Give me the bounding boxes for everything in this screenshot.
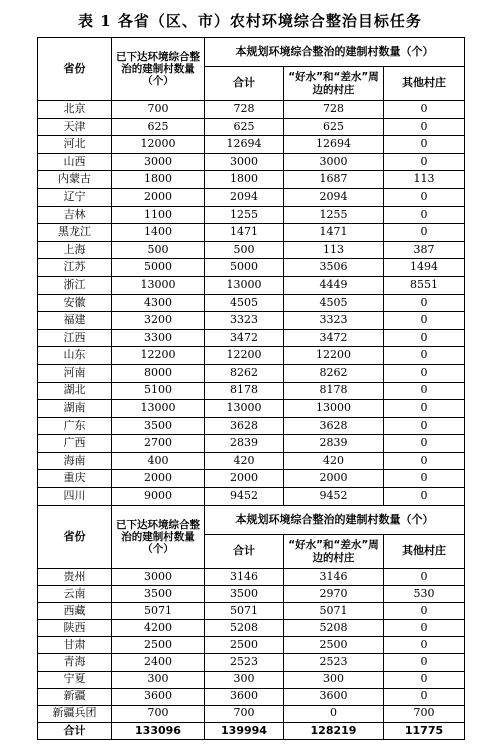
table-cell: 四川 (38, 488, 112, 506)
table-cell: 1100 (112, 206, 205, 224)
table-cell: 0 (384, 452, 465, 470)
table-cell: 113 (384, 171, 465, 189)
table-cell: 2094 (205, 188, 284, 206)
table-cell: 700 (112, 101, 205, 119)
table-cell: 8178 (205, 382, 284, 400)
table-cell: 2500 (284, 637, 384, 654)
table-row (38, 452, 465, 470)
table-row (38, 400, 465, 418)
table-cell: 12694 (205, 136, 284, 154)
table-row (38, 382, 465, 400)
table-cell: 8551 (384, 276, 465, 294)
table-cell: 甘肃 (38, 637, 112, 654)
table1-body (38, 101, 465, 506)
table-cell: 12200 (284, 347, 384, 365)
table-cell: 0 (384, 347, 465, 365)
table-cell: 625 (284, 118, 384, 136)
table-cell: 5071 (284, 603, 384, 620)
table-cell: 北京 (38, 101, 112, 119)
table-row (38, 347, 465, 365)
table-cell: 12694 (284, 136, 384, 154)
header-completed: 已下达环境综合整治的建制村数量（个） (112, 506, 205, 569)
table2-body (38, 569, 465, 740)
table-cell: 0 (384, 470, 465, 488)
table-cell: 2839 (205, 435, 284, 453)
table-cell: 13000 (112, 276, 205, 294)
header-others: 其他村庄 (384, 535, 465, 569)
table-cell: 530 (384, 586, 465, 603)
table-cell: 黑龙江 (38, 224, 112, 242)
table-cell: 0 (384, 603, 465, 620)
table-cell: 1255 (205, 206, 284, 224)
table-cell: 700 (384, 705, 465, 722)
table-cell: 0 (384, 569, 465, 586)
table-row (38, 654, 465, 671)
table-cell: 西藏 (38, 603, 112, 620)
table-cell: 云南 (38, 586, 112, 603)
table-row (38, 241, 465, 259)
table-cell: 4505 (284, 294, 384, 312)
table-cell: 0 (384, 136, 465, 154)
table-cell: 0 (384, 312, 465, 330)
table-cell: 山西 (38, 153, 112, 171)
table-cell: 387 (384, 241, 465, 259)
table-cell: 0 (384, 637, 465, 654)
table-cell: 5071 (205, 603, 284, 620)
table-cell: 625 (205, 118, 284, 136)
table-cell: 420 (205, 452, 284, 470)
table-row (38, 259, 465, 277)
table-cell: 3600 (112, 688, 205, 705)
table-cell: 8178 (284, 382, 384, 400)
table-cell: 4505 (205, 294, 284, 312)
table-cell: 728 (284, 101, 384, 119)
table-cell: 2523 (205, 654, 284, 671)
table-cell: 5071 (112, 603, 205, 620)
table-row (38, 188, 465, 206)
table-cell: 宁夏 (38, 671, 112, 688)
table-cell: 113 (284, 241, 384, 259)
table-cell: 700 (205, 705, 284, 722)
header-province: 省份 (38, 506, 112, 569)
table-row (38, 417, 465, 435)
table-cell: 0 (384, 224, 465, 242)
table-cell: 3146 (205, 569, 284, 586)
table-cell: 8262 (205, 364, 284, 382)
table-cell: 3000 (112, 569, 205, 586)
table-cell: 2500 (112, 637, 205, 654)
table-cell: 4200 (112, 620, 205, 637)
total-cell: 11775 (384, 722, 465, 739)
table-cell: 2000 (112, 470, 205, 488)
table-cell: 5208 (205, 620, 284, 637)
table-cell: 9452 (284, 488, 384, 506)
table-cell: 0 (384, 688, 465, 705)
header-completed: 已下达环境综合整治的建制村数量（个） (112, 38, 205, 101)
table-cell: 新疆 (38, 688, 112, 705)
table-cell: 3000 (284, 153, 384, 171)
table-cell: 5208 (284, 620, 384, 637)
table-cell: 12200 (112, 347, 205, 365)
table-cell: 400 (112, 452, 205, 470)
table-row (38, 470, 465, 488)
table-cell: 2500 (205, 637, 284, 654)
table-cell: 3600 (205, 688, 284, 705)
table-cell: 0 (384, 329, 465, 347)
table-cell: 江西 (38, 329, 112, 347)
table-cell: 吉林 (38, 206, 112, 224)
table-cell: 福建 (38, 312, 112, 330)
table-cell: 700 (112, 705, 205, 722)
table-cell: 1471 (284, 224, 384, 242)
header-province: 省份 (38, 38, 112, 101)
table-cell: 0 (384, 654, 465, 671)
table-cell: 安徽 (38, 294, 112, 312)
table-cell: 1800 (205, 171, 284, 189)
table-row (38, 224, 465, 242)
total-row (38, 722, 465, 739)
table-cell: 12000 (112, 136, 205, 154)
table-row (38, 435, 465, 453)
table-row (38, 329, 465, 347)
table-cell: 天津 (38, 118, 112, 136)
table-row (38, 118, 465, 136)
table-cell: 1255 (284, 206, 384, 224)
table-cell: 13000 (284, 400, 384, 418)
total-cell: 128219 (284, 722, 384, 739)
table-cell: 300 (205, 671, 284, 688)
table-cell: 0 (384, 118, 465, 136)
table-cell: 1800 (112, 171, 205, 189)
table-cell: 2700 (112, 435, 205, 453)
table-cell: 浙江 (38, 276, 112, 294)
table-cell: 13000 (205, 400, 284, 418)
table-cell: 2400 (112, 654, 205, 671)
table-cell: 3000 (112, 153, 205, 171)
table-cell: 广东 (38, 417, 112, 435)
table-cell: 13000 (112, 400, 205, 418)
table-cell: 3472 (205, 329, 284, 347)
table-cell: 0 (384, 488, 465, 506)
table-cell: 2523 (284, 654, 384, 671)
table-row (38, 171, 465, 189)
table-cell: 5000 (112, 259, 205, 277)
table-cell: 2970 (284, 586, 384, 603)
table-cell: 青海 (38, 654, 112, 671)
table-cell: 3200 (112, 312, 205, 330)
table-cell: 3628 (205, 417, 284, 435)
table-cell: 3300 (112, 329, 205, 347)
table-cell: 0 (384, 188, 465, 206)
table-cell: 420 (284, 452, 384, 470)
table-cell: 1471 (205, 224, 284, 242)
table-cell: 2000 (112, 188, 205, 206)
table-cell: 625 (112, 118, 205, 136)
table-cell: 山东 (38, 347, 112, 365)
total-cell: 133096 (112, 722, 205, 739)
table-row (38, 153, 465, 171)
table-cell: 0 (384, 101, 465, 119)
total-cell: 合计 (38, 722, 112, 739)
table-cell: 4449 (284, 276, 384, 294)
table-cell: 9452 (205, 488, 284, 506)
table-cell: 湖南 (38, 400, 112, 418)
table-row (38, 364, 465, 382)
table-cell: 500 (205, 241, 284, 259)
table-row (38, 276, 465, 294)
table-cell: 上海 (38, 241, 112, 259)
table-cell: 0 (384, 382, 465, 400)
table-cell: 728 (205, 101, 284, 119)
header-total: 合计 (205, 67, 284, 101)
table-cell: 海南 (38, 452, 112, 470)
table-cell: 3628 (284, 417, 384, 435)
table-cell: 500 (112, 241, 205, 259)
table-cell: 2000 (205, 470, 284, 488)
table-row (38, 671, 465, 688)
table-cell: 新疆兵团 (38, 705, 112, 722)
table-cell: 3323 (205, 312, 284, 330)
table-cell: 3500 (112, 586, 205, 603)
table-cell: 9000 (112, 488, 205, 506)
table-cell: 2000 (284, 470, 384, 488)
table-cell: 0 (384, 400, 465, 418)
table-cell: 8000 (112, 364, 205, 382)
header-plan-group: 本规划环境综合整治的建制村数量（个） (205, 506, 465, 535)
table-cell: 3323 (284, 312, 384, 330)
table-cell: 0 (384, 206, 465, 224)
table-cell: 1494 (384, 259, 465, 277)
table-cell: 3506 (284, 259, 384, 277)
header-plan-group: 本规划环境综合整治的建制村数量（个） (205, 38, 465, 67)
table-cell: 300 (112, 671, 205, 688)
table-cell: 13000 (205, 276, 284, 294)
table-cell: 2094 (284, 188, 384, 206)
table-cell: 3600 (284, 688, 384, 705)
table-cell: 3146 (284, 569, 384, 586)
table-cell: 湖北 (38, 382, 112, 400)
table-cell: 2839 (284, 435, 384, 453)
table-row (38, 136, 465, 154)
table-cell: 12200 (205, 347, 284, 365)
table-cell: 5100 (112, 382, 205, 400)
target-tasks-table-part2 (37, 505, 465, 740)
table-cell: 0 (384, 417, 465, 435)
table-cell: 辽宁 (38, 188, 112, 206)
table-cell: 内蒙古 (38, 171, 112, 189)
table-cell: 江苏 (38, 259, 112, 277)
table-row (38, 101, 465, 119)
table-cell: 1687 (284, 171, 384, 189)
table-row (38, 603, 465, 620)
total-cell: 139994 (205, 722, 284, 739)
table-cell: 0 (284, 705, 384, 722)
table-cell: 0 (384, 435, 465, 453)
table-cell: 1400 (112, 224, 205, 242)
header-total: 合计 (205, 535, 284, 569)
table-cell: 0 (384, 671, 465, 688)
table-row (38, 206, 465, 224)
target-tasks-table-part1 (37, 37, 465, 506)
table-cell: 陕西 (38, 620, 112, 637)
table-cell: 3500 (112, 417, 205, 435)
table-cell: 3000 (205, 153, 284, 171)
table-row (38, 637, 465, 654)
table-cell: 贵州 (38, 569, 112, 586)
table-cell: 3472 (284, 329, 384, 347)
header-good-bad-water: “好水”和“差水”周边的村庄 (284, 535, 384, 569)
table-cell: 300 (284, 671, 384, 688)
table-row (38, 620, 465, 637)
table-cell: 0 (384, 364, 465, 382)
table-cell: 河北 (38, 136, 112, 154)
table-title: 表 1 各省（区、市）农村环境综合整治目标任务 (78, 12, 422, 30)
table-cell: 广西 (38, 435, 112, 453)
header-others: 其他村庄 (384, 67, 465, 101)
table-cell: 3500 (205, 586, 284, 603)
table-row (38, 294, 465, 312)
table-cell: 8262 (284, 364, 384, 382)
table-row (38, 312, 465, 330)
table-cell: 河南 (38, 364, 112, 382)
header-good-bad-water: “好水”和“差水”周边的村庄 (284, 67, 384, 101)
table-cell: 重庆 (38, 470, 112, 488)
table-row (38, 705, 465, 722)
table-row (38, 688, 465, 705)
table-cell: 5000 (205, 259, 284, 277)
table-cell: 0 (384, 153, 465, 171)
table-cell: 0 (384, 294, 465, 312)
table-cell: 0 (384, 620, 465, 637)
table-row (38, 569, 465, 586)
table-row (38, 488, 465, 506)
table-row (38, 586, 465, 603)
table-cell: 4300 (112, 294, 205, 312)
